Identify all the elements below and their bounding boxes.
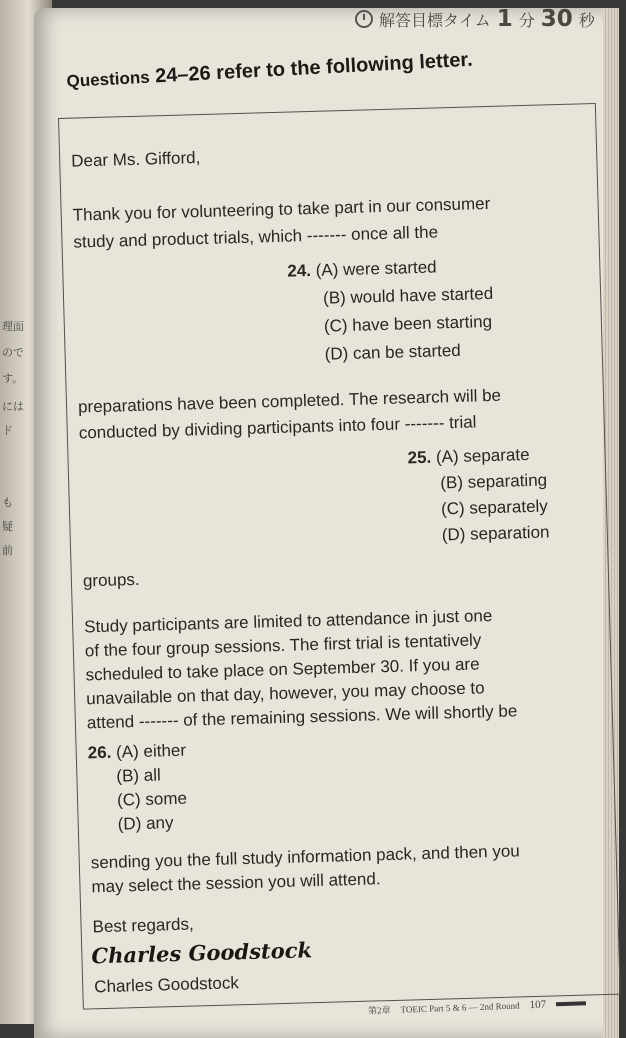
letter-line: of the four group sessions. The first trial is tentatively bbox=[84, 630, 482, 661]
page-number: 107 bbox=[529, 998, 547, 1011]
target-time bbox=[355, 6, 595, 32]
answer-option[interactable]: (C) have been starting bbox=[323, 311, 493, 336]
letter-line: preparations have been completed. The research will be bbox=[77, 385, 502, 417]
question-number: 25. bbox=[407, 447, 432, 468]
question-number: 24. bbox=[287, 260, 312, 281]
answer-option[interactable]: (A) separate bbox=[435, 444, 530, 467]
answer-option[interactable]: (B) separating bbox=[440, 470, 548, 493]
letter-line: sending you the full study information pack, and then you bbox=[90, 841, 520, 873]
footer-section: TOEIC Part 5 & 6 — 2nd Round bbox=[400, 1000, 520, 1015]
footer-bar bbox=[556, 1001, 586, 1006]
handwritten-signature: Charles Goodstock bbox=[91, 937, 313, 969]
answer-option[interactable]: (A) either bbox=[115, 740, 187, 762]
letter-line: groups. bbox=[82, 569, 140, 591]
left-page-fragment: ド bbox=[2, 424, 13, 437]
target-time-min-unit: 分 bbox=[518, 10, 535, 30]
left-page-fragment: 前 bbox=[2, 544, 13, 557]
left-page-fragment: 疑 bbox=[2, 520, 13, 533]
left-page-fragment: には bbox=[2, 400, 24, 413]
left-page-fragment: 理面 bbox=[2, 320, 24, 333]
letter-line: Thank you for volunteering to take part in our consumer bbox=[72, 193, 491, 225]
target-time-sec-unit: 秒 bbox=[578, 10, 595, 30]
footer-chapter: 第2章 bbox=[367, 1005, 391, 1016]
letter-line: study and product trials, which ------- once all the bbox=[73, 222, 439, 252]
left-page-fragment: ので bbox=[2, 346, 24, 359]
letter-line: conducted by dividing participants into four ------- trial bbox=[78, 412, 477, 443]
heading-rest: refer to the following letter. bbox=[215, 48, 474, 85]
left-page-fragment: も bbox=[2, 496, 13, 509]
heading-range: 24–26 bbox=[154, 62, 212, 88]
answer-option[interactable]: (B) would have started bbox=[322, 283, 494, 308]
answer-option[interactable]: (D) separation bbox=[441, 522, 550, 545]
signer-name: Charles Goodstock bbox=[94, 973, 240, 997]
target-time-minutes: 1 bbox=[496, 6, 513, 32]
letter-box bbox=[58, 103, 621, 1010]
answer-option[interactable]: (D) can be started bbox=[324, 340, 461, 364]
question-number: 26. bbox=[87, 742, 112, 763]
answer-option[interactable]: (D) any bbox=[117, 813, 174, 834]
target-time-seconds: 30 bbox=[540, 6, 573, 32]
letter-line: unavailable on that day, however, you may choose to bbox=[85, 678, 485, 709]
letter-line: may select the session you will attend. bbox=[91, 869, 381, 897]
alarm-clock-icon bbox=[355, 10, 373, 28]
answer-option[interactable]: (C) separately bbox=[440, 496, 549, 519]
left-page-fragment: す。 bbox=[2, 372, 24, 385]
closing: Best regards, bbox=[92, 914, 194, 937]
answer-option[interactable]: (A) were started bbox=[315, 257, 437, 280]
answer-option[interactable]: (B) all bbox=[116, 765, 162, 786]
letter-line: attend ------- of the remaining sessions. We will shortly be bbox=[86, 701, 518, 733]
answer-option[interactable]: (C) some bbox=[116, 788, 188, 810]
letter-line: Study participants are limited to attendance in just one bbox=[83, 606, 493, 637]
heading-prefix: Questions bbox=[66, 67, 151, 91]
target-time-label: 解答目標タイム bbox=[379, 10, 491, 30]
salutation: Dear Ms. Gifford, bbox=[70, 148, 201, 171]
letter-line: scheduled to take place on September 30. If you are bbox=[85, 654, 480, 685]
